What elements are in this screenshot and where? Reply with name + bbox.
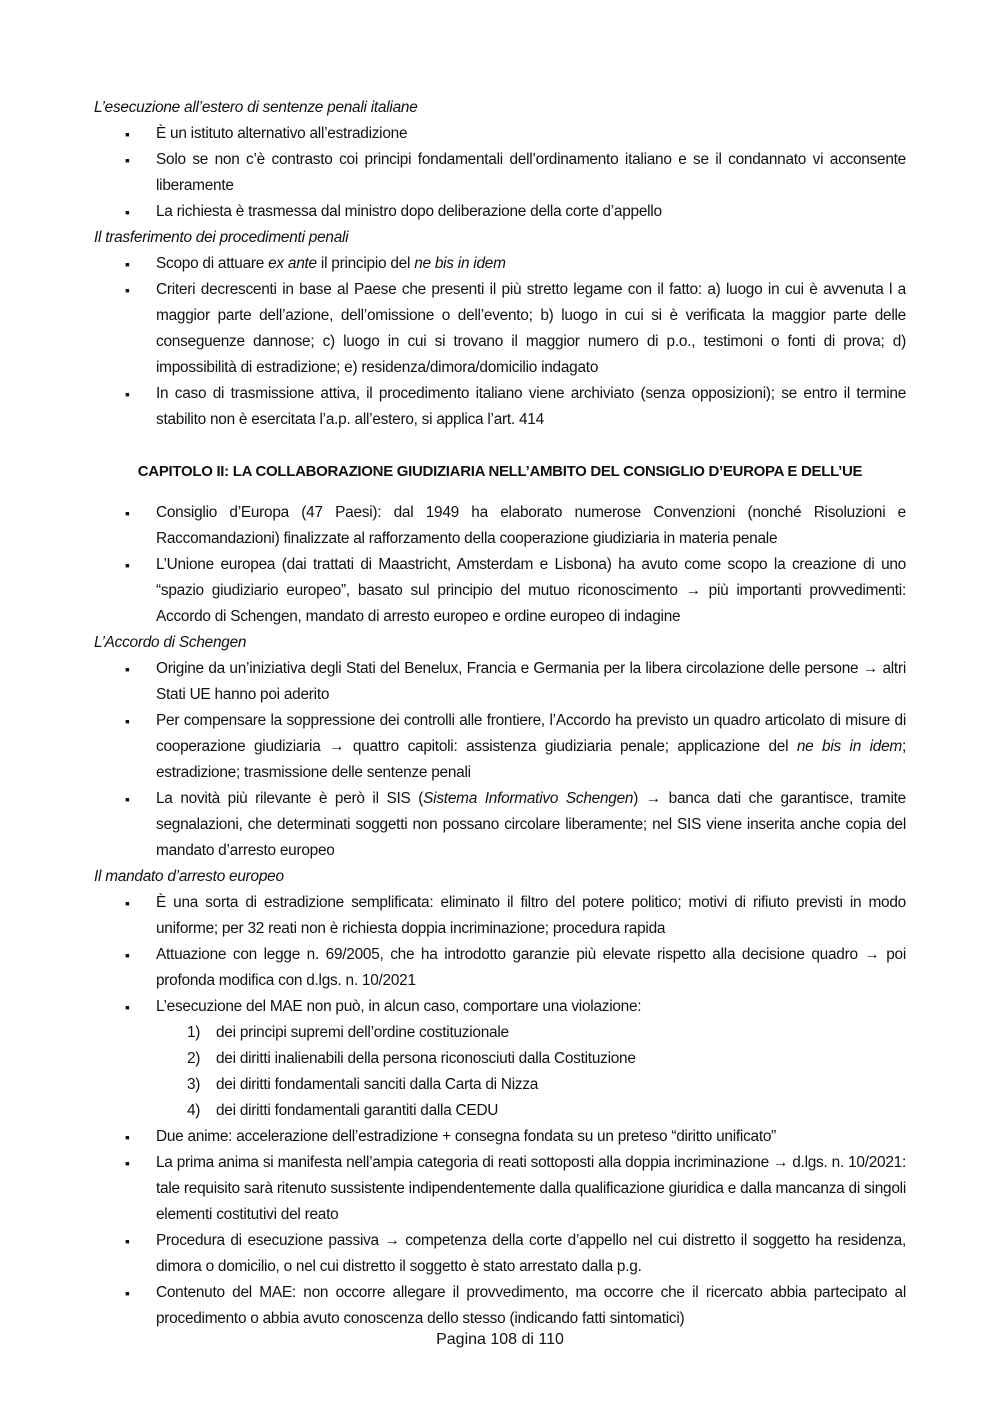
list-item: ▪ Due anime: accelerazione dell’estradizione + consegna fondata su un preteso “diritto unificato”	[94, 1124, 906, 1150]
list-item: ▪ Contenuto del MAE: non occorre allegare il provvedimento, ma occorre che il ricercato abbia partecipato al procedimento o abbia avuto conoscenza dello stesso (indicando fatti sintomatici)	[94, 1280, 906, 1332]
chapter-title: CAPITOLO II: LA COLLABORAZIONE GIUDIZIARIA NELL’AMBITO DEL CONSIGLIO D’EUROPA E DELL’UE	[137, 463, 863, 480]
numbered-item	[94, 1020, 906, 1046]
italic-run: Sistema Informativo Schengen	[423, 790, 634, 807]
list-item: ▪ In caso di trasmissione attiva, il procedimento italiano viene archiviato (senza opposizioni); se entro il termine stabilito non è esercitata l’a.p. all’estero, si applica l’art. 414	[94, 381, 906, 433]
list-item: ▪ Attuazione con legge n. 69/2005, che ha introdotto garanzie più elevate rispetto alla decisione quadro → poi profonda modifica con d.lgs. n. 10/2021	[94, 942, 906, 994]
item-text: dei diritti fondamentali sanciti dalla Carta di Nizza	[216, 1076, 539, 1093]
item-text: dei diritti inalienabili della persona riconosciuti dalla Costituzione	[216, 1050, 636, 1067]
numbered-item	[94, 1098, 906, 1124]
bullet-list	[94, 251, 906, 433]
numbered-item	[94, 1046, 906, 1072]
list-item: ▪ Consiglio d’Europa (47 Paesi): dal 1949 ha elaborato numerose Convenzioni (nonché Risoluzioni e Raccomandazioni) finalizzate al rafforzamento della cooperazione giudiziaria in materia penale	[94, 500, 906, 552]
list-item: ▪ La richiesta è trasmessa dal ministro dopo deliberazione della corte d’appello	[94, 199, 906, 225]
section-heading: Il mandato d’arresto europeo	[94, 868, 284, 885]
list-item: ▪ La prima anima si manifesta nell’ampia categoria di reati sottoposti alla doppia incriminazione → d.lgs. n. 10/2021: tale requisito sarà ritenuto sussistente indipendentemente dalla qualificazione giuridica e dalla mancanza di singoli elementi costitutivi del reato	[94, 1150, 906, 1228]
bullet-list	[94, 656, 906, 864]
text-run: il principio del	[316, 255, 415, 272]
bullet-list	[94, 500, 906, 630]
list-item: ▪ È un istituto alternativo all’estradizione	[94, 121, 906, 147]
item-number: 3)	[187, 1076, 201, 1093]
list-item: ▪ L’esecuzione del MAE non può, in alcun caso, comportare una violazione:	[94, 994, 906, 1020]
text-run: Scopo di attuare	[156, 255, 269, 272]
bullet-list	[94, 890, 906, 1020]
italic-run: ne bis in idem	[796, 738, 902, 755]
page-number-footer: Pagina 108 di 110	[436, 1331, 564, 1348]
list-item: ▪ Procedura di esecuzione passiva → competenza della corte d’appello nel cui distretto il soggetto ha residenza, dimora o domicilio, o nel cui distretto il soggetto è stato arrestato dalla p.g.	[94, 1228, 906, 1280]
bullet-list	[94, 121, 906, 225]
list-item	[94, 251, 906, 277]
text-run: La novità più rilevante è però il SIS (	[156, 790, 424, 807]
italic-run: ex ante	[268, 255, 317, 272]
numbered-item	[94, 1072, 906, 1098]
document-page	[94, 95, 906, 1332]
list-item: ▪ Solo se non c’è contrasto coi principi fondamentali dell’ordinamento italiano e se il condannato vi acconsente liberamente	[94, 147, 906, 199]
bullet-list	[94, 1124, 906, 1332]
item-number: 2)	[187, 1050, 201, 1067]
item-number: 4)	[187, 1102, 201, 1119]
section-heading: L’Accordo di Schengen	[94, 634, 247, 651]
section-heading: Il trasferimento dei procedimenti penali	[94, 229, 349, 246]
text-run: ; estradizione; trasmissione delle sentenze penali	[156, 738, 906, 781]
italic-run: ne bis in idem	[414, 255, 506, 272]
item-number: 1)	[187, 1024, 201, 1041]
numbered-list	[94, 1020, 906, 1124]
text-run: ) → banca dati che garantisce, tramite segnalazioni, che determinati soggetti non possano circolare liberamente; nel SIS viene inserita anche copia del mandato d’arresto europeo	[156, 790, 906, 859]
list-item: ▪ È una sorta di estradizione semplificata: eliminato il filtro del potere politico; motivi di rifiuto previsti in modo uniforme; per 32 reati non è richiesta doppia incriminazione; procedura rapida	[94, 890, 906, 942]
section-heading: L’esecuzione all’estero di sentenze penali italiane	[94, 99, 418, 116]
list-item: ▪ Origine da un’iniziativa degli Stati del Benelux, Francia e Germania per la libera circolazione delle persone → altri Stati UE hanno poi aderito	[94, 656, 906, 708]
item-text: dei diritti fondamentali garantiti dalla CEDU	[216, 1102, 499, 1119]
list-item	[94, 786, 906, 864]
text-run: Per compensare la soppressione dei controlli alle frontiere, l’Accordo ha previsto un quadro articolato di misure di cooperazione giudiziaria → quattro capitoli: assistenza giudiziaria penale; applicazione del	[156, 712, 906, 755]
item-text: dei principi supremi dell’ordine costituzionale	[216, 1024, 509, 1041]
list-item: ▪ Criteri decrescenti in base al Paese che presenti il più stretto legame con il fatto: a) luogo in cui è avvenuta l a maggior parte dell’azione, dell’omissione o dell’evento; b) luogo in cui si è verificata la maggior parte delle conseguenze dannose; c) luogo in cui si trovano il maggior numero di p.o., testimoni o fonti di prova; d) impossibilità di estradizione; e) residenza/dimora/domicilio indagato	[94, 277, 906, 381]
list-item: ▪ L’Unione europea (dai trattati di Maastricht, Amsterdam e Lisbona) ha avuto come scopo la creazione di uno “spazio giudiziario europeo”, basato sul principio del mutuo riconoscimento → più importanti provvedimenti: Accordo di Schengen, mandato di arresto europeo e ordine europeo di indagine	[94, 552, 906, 630]
list-item	[94, 708, 906, 786]
